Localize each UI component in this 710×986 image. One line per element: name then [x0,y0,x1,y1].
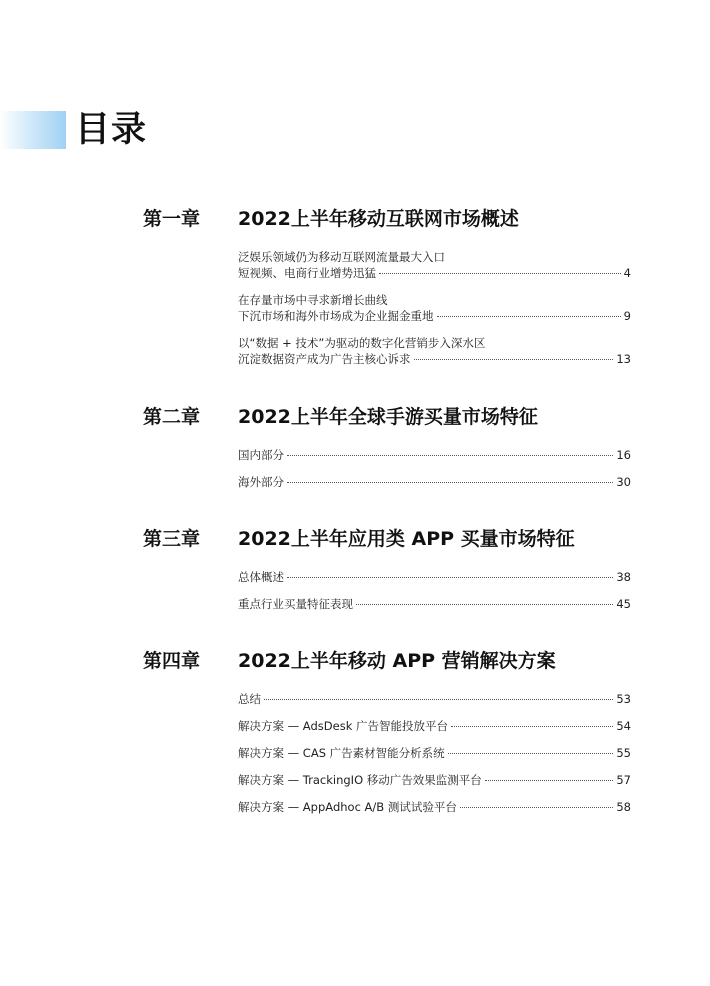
toc-entry-heading: 以“数据 + 技术”为驱动的数字化营销步入深水区 [238,336,486,350]
toc-page-number: 38 [616,570,631,584]
toc-page-number: 4 [623,266,631,280]
page-title: 目录 [75,110,148,150]
toc-entry-label: 海外部分 [238,475,284,489]
dot-leader [287,577,613,578]
dot-leader [448,753,614,754]
toc-entry[interactable] [238,447,631,463]
toc-entry[interactable] [238,596,631,612]
toc-entry[interactable] [238,569,631,585]
toc-page-number: 57 [616,773,631,787]
toc-entry-label: 解决方案 — TrackingIO 移动广告效果监测平台 [238,773,482,787]
toc-entry-heading: 泛娱乐领域仍为移动互联网流量最大入口 [238,250,445,264]
chapter-number: 第一章 [143,208,201,230]
toc-entry[interactable] [238,799,631,815]
toc-page-number: 9 [623,309,631,323]
toc-entry[interactable] [238,292,631,324]
toc-entry[interactable] [238,691,631,707]
toc-entry-label: 短视频、电商行业增势迅猛 [238,266,376,280]
toc-entry-label: 重点行业买量特征表现 [238,597,353,611]
toc-page-number: 54 [616,719,631,733]
toc-entry-label: 下沉市场和海外市场成为企业掘金重地 [238,309,434,323]
chapter-title: 2022上半年移动 APP 营销解决方案 [238,650,556,672]
toc-entry-label: 解决方案 — AdsDesk 广告智能投放平台 [238,719,449,733]
toc-page-number: 13 [616,352,631,366]
toc-entry[interactable] [238,335,631,367]
toc-entry[interactable] [238,772,631,788]
dot-leader [460,807,614,808]
chapter-number: 第二章 [143,406,201,428]
toc-entry-heading: 在存量市场中寻求新增长曲线 [238,293,388,307]
toc-entry[interactable] [238,249,631,281]
toc-page-number: 55 [616,746,631,760]
dot-leader [287,455,613,456]
chapter-number: 第三章 [143,528,201,550]
toc-entry-label: 解决方案 — CAS 广告素材智能分析系统 [238,746,445,760]
toc-page-number: 45 [616,597,631,611]
dot-leader [485,780,614,781]
toc-entry-label: 总体概述 [238,570,284,584]
toc-page-number: 58 [616,800,631,814]
dot-leader [437,316,621,317]
dot-leader [264,699,613,700]
dot-leader [451,726,613,727]
chapter-number: 第四章 [143,650,201,672]
toc-entry[interactable] [238,474,631,490]
dot-leader [356,604,613,605]
chapter-title: 2022上半年移动互联网市场概述 [238,208,519,230]
toc-page-number: 16 [616,448,631,462]
header-accent-band [0,111,66,149]
toc-entry[interactable] [238,745,631,761]
toc-entry[interactable] [238,718,631,734]
toc-entry-label: 总结 [238,692,261,706]
chapter-title: 2022上半年应用类 APP 买量市场特征 [238,528,575,550]
toc-page-number: 53 [616,692,631,706]
toc-entry-label: 解决方案 — AppAdhoc A/B 测试试验平台 [238,800,457,814]
chapter-title: 2022上半年全球手游买量市场特征 [238,406,538,428]
dot-leader [287,482,613,483]
toc-entry-label: 沉淀数据资产成为广告主核心诉求 [238,352,411,366]
toc-page-number: 30 [616,475,631,489]
dot-leader [379,273,621,274]
toc-entry-label: 国内部分 [238,448,284,462]
dot-leader [414,359,614,360]
